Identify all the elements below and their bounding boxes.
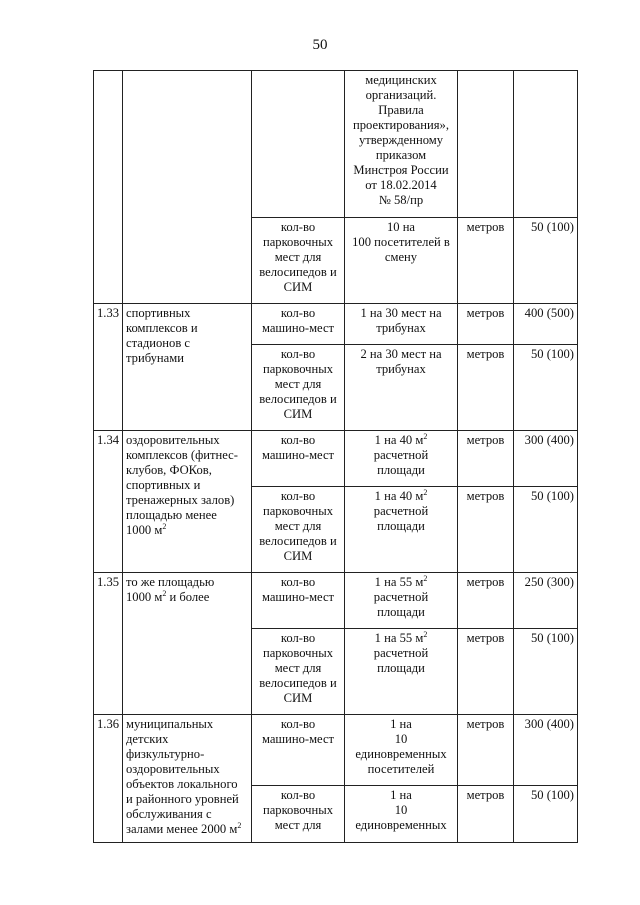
value-cell: 50 (100) xyxy=(514,629,578,715)
unit-cell: метров xyxy=(458,573,514,629)
value-cell: 50 (100) xyxy=(514,218,578,304)
continuation-value-cell xyxy=(514,71,578,218)
row-number-cell: 1.35 xyxy=(94,573,123,715)
object-cell: оздоровительных комплексов (фитнес- клубов, ФОКов, спортивных и тренажерных залов) площадью менее 1000 $м^2$ xyxy=(123,431,252,573)
continuation-indicator-cell xyxy=(252,71,345,218)
indicator-cell: кол-во машино-мест xyxy=(252,715,345,786)
table-row xyxy=(94,715,578,786)
continuation-norm-cell: медицинских организаций. Правила проектирования», утвержденному приказом Минстроя России от 18.02.2014 № 58/пр xyxy=(345,71,458,218)
value-cell: 300 (400) xyxy=(514,431,578,487)
unit-cell: метров xyxy=(458,629,514,715)
value-cell: 400 (500) xyxy=(514,304,578,345)
value-cell: 250 (300) xyxy=(514,573,578,629)
unit-cell: метров xyxy=(458,304,514,345)
table-row xyxy=(94,573,578,629)
norm-cell: 2 на 30 мест на трибунах xyxy=(345,345,458,431)
norm-cell: 1 на 10 единовременных посетителей xyxy=(345,715,458,786)
table-row xyxy=(94,431,578,487)
unit-cell: метров xyxy=(458,786,514,843)
object-cell: муниципальных детских физкультурно- оздоровительных объектов локального и районного уровней обслуживания с залами менее 2000 $м^2$ xyxy=(123,715,252,843)
row-number-cell: 1.34 xyxy=(94,431,123,573)
norm-cell: 1 на 55 $м^2$ расчетной площади xyxy=(345,629,458,715)
norm-cell: 1 на 40 $м^2$ расчетной площади xyxy=(345,431,458,487)
value-cell: 50 (100) xyxy=(514,487,578,573)
norm-cell: 1 на 30 мест на трибунах xyxy=(345,304,458,345)
value-cell: 50 (100) xyxy=(514,345,578,431)
norm-cell: 10 на 100 посетителей в смену xyxy=(345,218,458,304)
object-cell: спортивных комплексов и стадионов с трибунами xyxy=(123,304,252,431)
norm-cell: 1 на 55 $м^2$ расчетной площади xyxy=(345,573,458,629)
unit-cell: метров xyxy=(458,431,514,487)
indicator-cell: кол-во машино-мест xyxy=(252,304,345,345)
continuation-unit-cell xyxy=(458,71,514,218)
table-row xyxy=(94,304,578,345)
norm-cell: 1 на 40 $м^2$ расчетной площади xyxy=(345,487,458,573)
continuation-number-cell xyxy=(94,71,123,304)
indicator-cell: кол-во парковочных мест для велосипедов и СИМ xyxy=(252,345,345,431)
table-row xyxy=(94,71,578,218)
object-cell: то же площадью 1000 $м^2$ и более xyxy=(123,573,252,715)
unit-cell: метров xyxy=(458,487,514,573)
indicator-cell: кол-во парковочных мест для xyxy=(252,786,345,843)
norm-cell: 1 на 10 единовременных xyxy=(345,786,458,843)
indicator-cell: кол-во машино-мест xyxy=(252,431,345,487)
indicator-cell: кол-во парковочных мест для велосипедов и СИМ xyxy=(252,629,345,715)
value-cell: 50 (100) xyxy=(514,786,578,843)
continuation-object-cell xyxy=(123,71,252,304)
page-number: 50 xyxy=(312,37,328,53)
indicator-cell: кол-во машино-мест xyxy=(252,573,345,629)
indicator-cell: кол-во парковочных мест для велосипедов и СИМ xyxy=(252,218,345,304)
row-number-cell: 1.36 xyxy=(94,715,123,843)
indicator-cell: кол-во парковочных мест для велосипедов и СИМ xyxy=(252,487,345,573)
unit-cell: метров xyxy=(458,715,514,786)
row-number-cell: 1.33 xyxy=(94,304,123,431)
unit-cell: метров xyxy=(458,345,514,431)
value-cell: 300 (400) xyxy=(514,715,578,786)
parking-norms-table xyxy=(93,70,578,843)
unit-cell: метров xyxy=(458,218,514,304)
